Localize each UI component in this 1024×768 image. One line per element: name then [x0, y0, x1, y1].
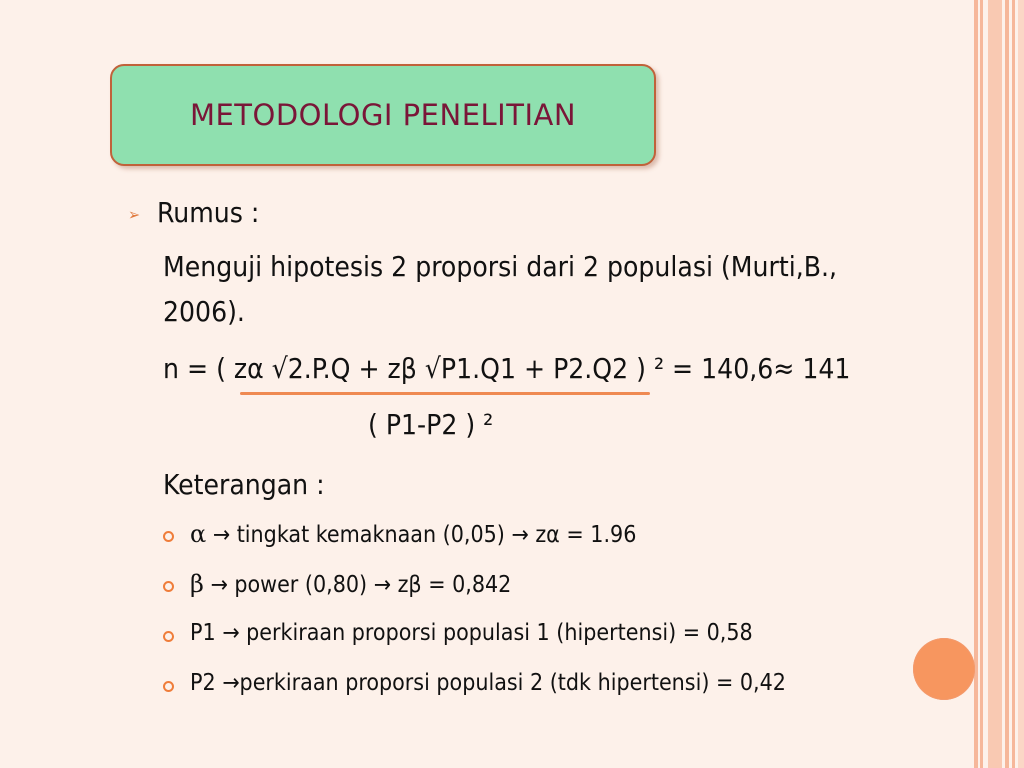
- slide-title: METODOLOGI PENELITIAN: [189, 98, 577, 132]
- rumus-label: Rumus :: [157, 196, 260, 229]
- item-symbol: P1: [190, 620, 216, 646]
- circle-bullet-icon: [163, 581, 174, 592]
- description-line-1: Menguji hipotesis 2 proporsi dari 2 populasi (Murti,B.,: [163, 250, 837, 283]
- description-line-2: 2006).: [163, 295, 245, 328]
- circle-bullet-icon: [163, 681, 174, 692]
- item-text: → power (0,80) → zβ = 0,842: [203, 572, 512, 598]
- item-text: → tingkat kemaknaan (0,05) → zα = 1.96: [206, 522, 637, 548]
- arrow-bullet-icon: ➢: [128, 205, 141, 224]
- fraction-line: [240, 392, 650, 395]
- item-symbol: α: [190, 520, 207, 548]
- item-symbol: β: [190, 570, 204, 598]
- formula-denominator: ( P1-P2 ) ²: [368, 408, 494, 441]
- item-text: → perkiraan proporsi populasi 1 (hipertensi) = 0,58: [215, 620, 753, 646]
- circle-bullet-icon: [163, 631, 174, 642]
- item-symbol: P2: [190, 670, 216, 696]
- keterangan-label: Keterangan :: [163, 468, 325, 501]
- item-text: →perkiraan proporsi populasi 2 (tdk hipertensi) = 0,42: [215, 670, 786, 696]
- circle-bullet-icon: [163, 531, 174, 542]
- formula-numerator: n = ( zα √2.P.Q + zβ √P1.Q1 + P2.Q2 ) ² = 140,6≈ 141: [163, 352, 851, 385]
